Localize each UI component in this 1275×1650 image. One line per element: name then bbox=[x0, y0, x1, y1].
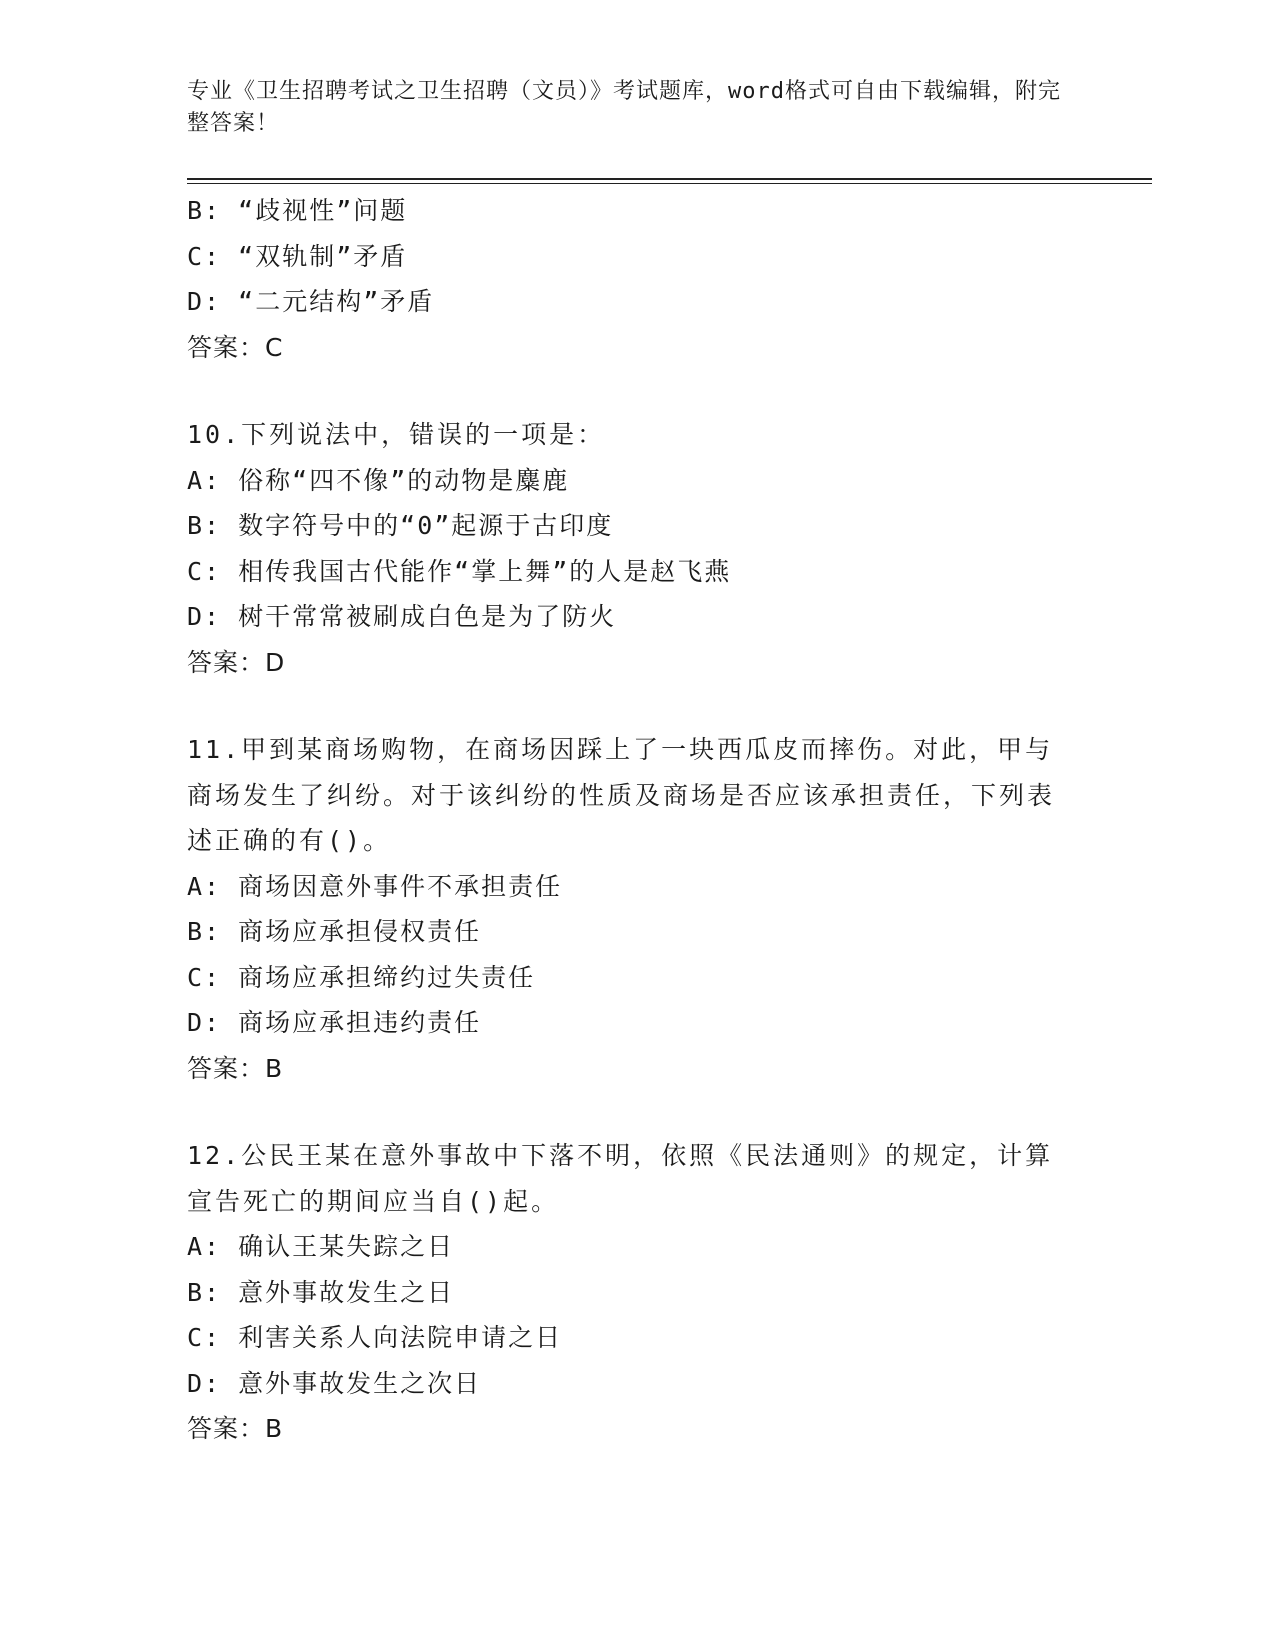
answer-line: 答案：D bbox=[187, 647, 286, 677]
option-c: C: 利害关系人向法院申请之日 bbox=[187, 1323, 563, 1352]
option-c: C: 商场应承担缔约过失责任 bbox=[187, 962, 536, 992]
option-b: B: 意外事故发生之日 bbox=[187, 1277, 455, 1307]
question-stem: 11.甲到某商场购物，在商场因踩上了一块西瓜皮而摔伤。对此，甲与商场发生了纠纷。对于该纠纷的性质及商场是否应该承担责任，下列表述正确的有()。 bbox=[187, 735, 1056, 855]
spacer bbox=[187, 1091, 1087, 1133]
header-rule-thin bbox=[187, 183, 1152, 184]
option-b: B: 商场应承担侵权责任 bbox=[187, 917, 482, 946]
answer-line: 答案：B bbox=[187, 1414, 284, 1443]
question-12 bbox=[187, 1133, 1087, 1452]
option-b: B: 数字符号中的“0”起源于古印度 bbox=[187, 511, 614, 540]
answer-line: 答案：C bbox=[187, 332, 284, 362]
option-c: C: 相传我国古代能作“掌上舞”的人是赵飞燕 bbox=[187, 556, 732, 586]
question-stem: 12.公民王某在意外事故中下落不明，依照《民法通则》的规定，计算宣告死亡的期间应当自()起。 bbox=[187, 1141, 1054, 1216]
question-stem: 10.下列说法中，错误的一项是： bbox=[187, 420, 606, 449]
option-d: D: 树干常常被刷成白色是为了防火 bbox=[187, 602, 617, 631]
spacer bbox=[187, 685, 1087, 727]
partial-question bbox=[187, 188, 1087, 370]
option-a: A: 商场因意外事件不承担责任 bbox=[187, 871, 563, 901]
option-d: D: 意外事故发生之次日 bbox=[187, 1368, 482, 1398]
question-10 bbox=[187, 412, 1087, 685]
question-content bbox=[187, 188, 1087, 1452]
option-b: B: “歧视性”问题 bbox=[187, 196, 408, 225]
document-header: 专业《卫生招聘考试之卫生招聘（文员）》考试题库，word格式可自由下载编辑，附完整答案！ bbox=[187, 79, 1061, 136]
option-d: D: “二元结构”矛盾 bbox=[187, 287, 435, 316]
answer-line: 答案：B bbox=[187, 1053, 284, 1083]
header-rule-thick bbox=[187, 178, 1152, 180]
option-c: C: “双轨制”矛盾 bbox=[187, 241, 408, 271]
question-11 bbox=[187, 727, 1087, 1091]
option-a: A: 俗称“四不像”的动物是麋鹿 bbox=[187, 465, 570, 495]
option-d: D: 商场应承担违约责任 bbox=[187, 1008, 482, 1037]
option-a: A: 确认王某失踪之日 bbox=[187, 1232, 455, 1261]
spacer bbox=[187, 370, 1087, 412]
